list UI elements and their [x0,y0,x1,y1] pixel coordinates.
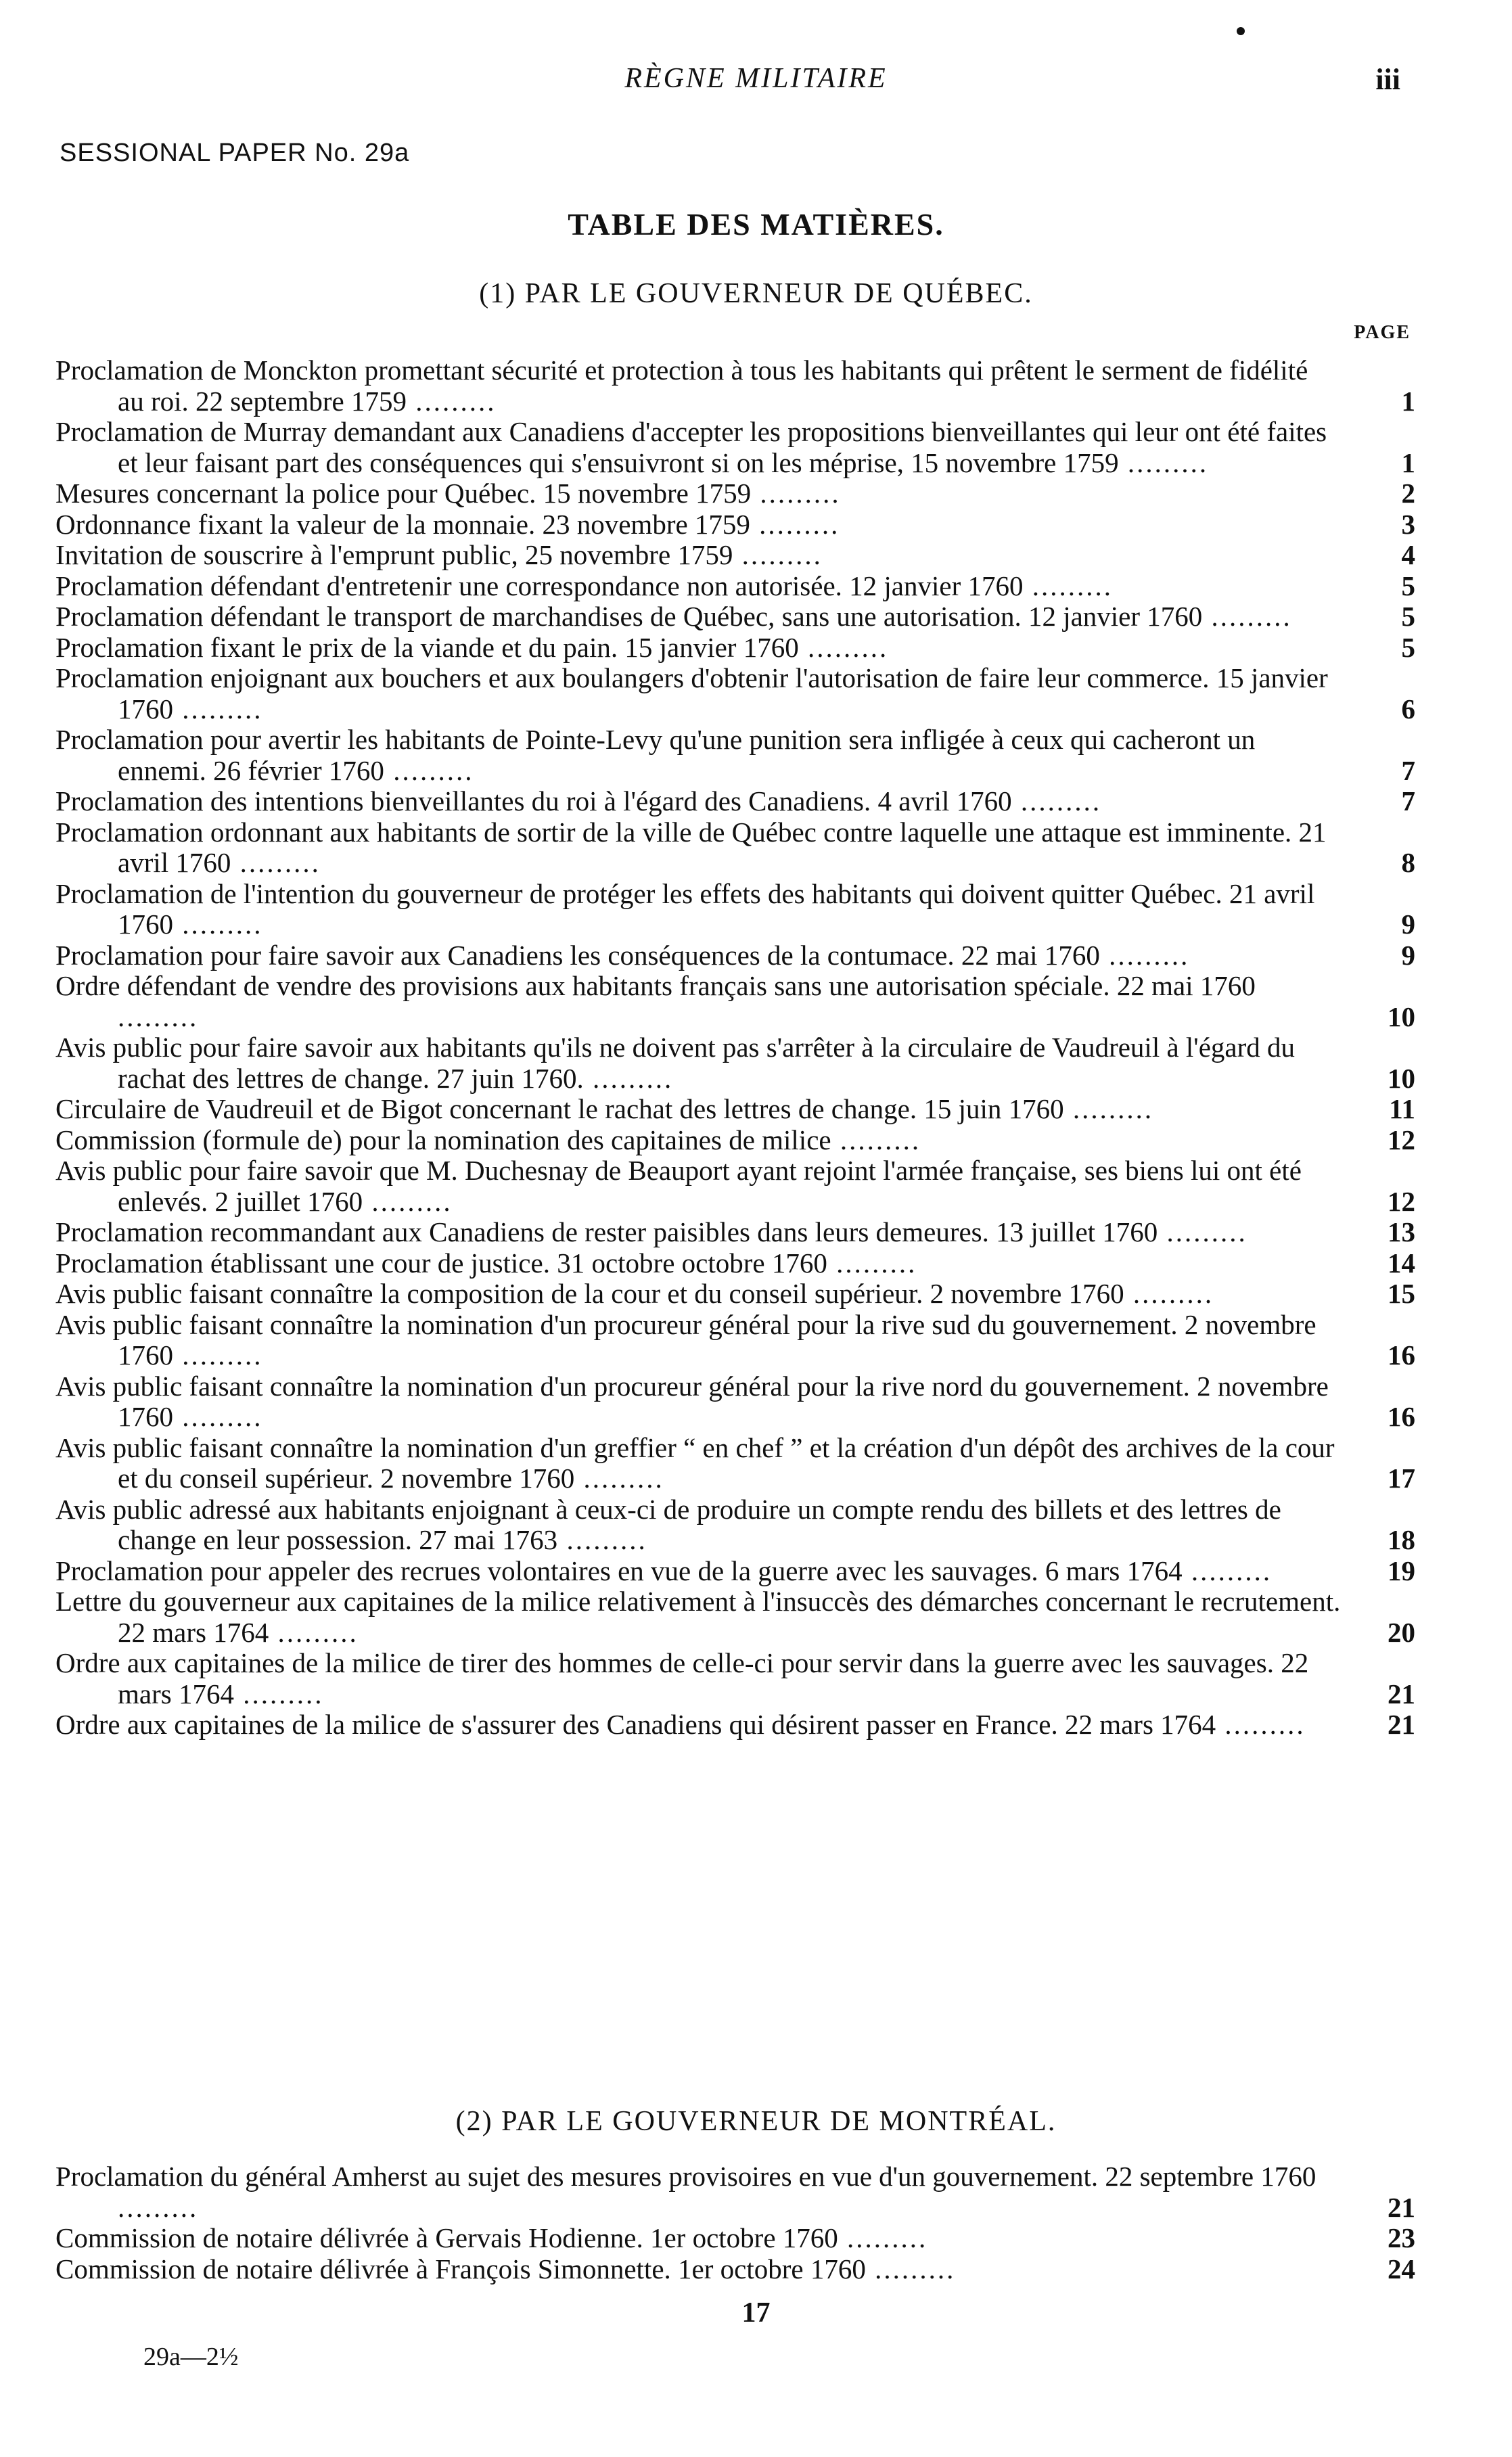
toc-entry-page: 14 [1388,1247,1415,1279]
toc-entry-title: Avis public pour faire savoir que M. Duchesnay de Beauport ayant rejoint l'armée française, ses biens lui ont été enlevés. 2 juillet 1760 [55,1155,1302,1217]
toc-entry-page: 11 [1389,1093,1415,1124]
toc-entry-text [55,2254,1341,2285]
toc-entry [55,725,1415,786]
toc-entry-text [55,725,1341,786]
toc-entry-title: Proclamation enjoignant aux bouchers et aux boulangers d'obtenir l'autorisation de faire leur commerce. 15 janvier 1760 [55,662,1328,725]
dot-leader: ......... [574,1463,664,1494]
toc-entry-title: Proclamation des intentions bienveillantes du roi à l'égard des Canadiens. 4 avril 1760 [55,785,1012,817]
toc-entry [55,1310,1415,1371]
toc-section-montreal [55,2161,1415,2284]
toc-entry-title: Commission de notaire délivrée à Gervais Hodienne. 1er octobre 1760 [55,2222,838,2253]
toc-entry-page: 24 [1388,2253,1415,2284]
toc-entry-title: Proclamation de Monckton promettant sécurité et protection à tous les habitants qui prêtent le serment de fidélité au roi. 22 septembre 1759 [55,354,1308,417]
dot-leader: ......... [750,508,840,540]
toc-entry-title: Proclamation recommandant aux Canadiens de rester paisibles dans leurs demeures. 13 juillet 1760 [55,1216,1158,1247]
dot-leader: ......... [1158,1216,1247,1247]
dot-leader: ......... [173,1339,263,1371]
toc-entry [55,1709,1415,1741]
toc-entry-page: 16 [1388,1401,1415,1432]
toc-entry-page: 20 [1388,1616,1415,1648]
toc-entry-title: Proclamation défendant le transport de marchandises de Québec, sans une autorisation. 12 janvier 1760 [55,601,1203,632]
toc-entry-page: 6 [1401,693,1415,725]
toc-entry [55,940,1415,971]
dot-leader: ......... [173,693,263,725]
toc-entry-text [55,940,1341,971]
toc-entry [55,1556,1415,1587]
toc-entry-text [55,633,1341,664]
toc-section-quebec [55,355,1415,1741]
dot-leader: ......... [1216,1709,1306,1740]
toc-entry-title: Avis public faisant connaître la nomination d'un procureur général pour la rive sud du gouvernement. 2 novembre 1760 [55,1308,1316,1371]
toc-entry [55,417,1415,478]
toc-entry-page: 10 [1388,1001,1415,1032]
toc-entry [55,1494,1415,1556]
dot-leader: ......... [831,1124,921,1155]
toc-entry-title: Ordonnance fixant la valeur de la monnaie. 23 novembre 1759 [55,508,750,540]
print-speck [1237,27,1245,35]
toc-entry-page: 5 [1401,601,1415,632]
toc-entry [55,1433,1415,1494]
toc-entry-title: Avis public faisant connaître la nomination d'un procureur général pour la rive nord du gouvernement. 2 novembre 1760 [55,1370,1329,1432]
toc-entry-page: 21 [1388,1678,1415,1709]
toc-entry-page: 21 [1388,2191,1415,2223]
toc-entry-text [55,1125,1341,1156]
toc-entry-title: Lettre du gouverneur aux capitaines de la milice relativement à l'insuccès des démarches concernant le recrutement. 22 mars 1764 [55,1586,1341,1648]
toc-entry [55,355,1415,417]
toc-entry-text [55,540,1341,571]
toc-entry-title: Proclamation pour avertir les habitants de Pointe-Levy qu'une punition sera infligée à ceux qui cacheront un ennemi. 26 février 1760 [55,724,1256,786]
toc-entry [55,971,1415,1032]
toc-entry-text [55,571,1341,602]
toc-entry-text [55,355,1341,417]
toc-entry-page: 1 [1401,385,1415,417]
toc-entry-page: 18 [1388,1524,1415,1555]
toc-entry-text [55,786,1341,817]
toc-entry-title: Commission (formule de) pour la nomination des capitaines de milice [55,1124,831,1155]
toc-entry [55,633,1415,664]
toc-entry-text [55,1371,1341,1433]
toc-entry-page: 3 [1401,508,1415,540]
footer-page-number: 17 [741,2297,771,2328]
toc-entry-page: 12 [1388,1185,1415,1217]
dot-leader: ......... [557,1524,647,1555]
toc-entry-text [55,2161,1341,2223]
toc-entry-page: 15 [1388,1278,1415,1309]
dot-leader: ......... [406,385,497,417]
toc-entry-page: 19 [1388,1555,1415,1586]
dot-leader: ......... [1124,1278,1214,1309]
toc-entry [55,1586,1415,1648]
toc-entry-text [55,2223,1341,2254]
toc-entry [55,2254,1415,2285]
dot-leader: ......... [363,1185,453,1217]
toc-entry-title: Invitation de souscrire à l'emprunt public, 25 novembre 1759 [55,539,733,570]
dot-leader: ......... [583,1062,674,1094]
toc-entry [55,1217,1415,1248]
dot-leader: ......... [173,1401,263,1432]
toc-entry-text [55,509,1341,541]
toc-entry-text [55,1248,1341,1279]
toc-entry [55,1155,1415,1217]
toc-entry-page: 2 [1401,478,1415,509]
toc-entry-text [55,1217,1341,1248]
toc-entry-title: Proclamation fixant le prix de la viande et du pain. 15 janvier 1760 [55,631,799,663]
dot-leader: ......... [384,754,474,786]
toc-entry-text [55,1556,1341,1587]
toc-entry-text [55,1709,1341,1741]
toc-entry-title: Ordre aux capitaines de la milice de s'assurer des Canadiens qui désirent passer en France. 22 mars 1764 [55,1709,1216,1740]
dot-leader: ......... [798,631,889,663]
toc-entry-text [55,1433,1341,1494]
toc-entry [55,540,1415,571]
dot-leader: ......... [1023,570,1113,601]
toc-entry [55,601,1415,633]
sessional-paper-label: SESSIONAL PAPER No. 29a [60,139,410,167]
toc-entry-page: 10 [1388,1062,1415,1094]
toc-entry-title: Proclamation pour faire savoir aux Canadiens les conséquences de la contumace. 22 mai 1760 [55,939,1100,971]
toc-entry-text [55,1310,1341,1371]
toc-entry-title: Avis public faisant connaître la composition de la cour et du conseil supérieur. 2 novembre 1760 [55,1278,1124,1309]
dot-leader: ......... [118,2191,199,2223]
toc-entry-text [55,1155,1341,1217]
toc-entry-page: 1 [1401,446,1415,478]
toc-entry-page: 9 [1401,909,1415,940]
toc-entry [55,1248,1415,1279]
toc-entry [55,571,1415,602]
toc-entry-title: Avis public adressé aux habitants enjoignant à ceux-ci de produire un compte rendu des billets et des lettres de change en leur possession. 27 mai 1763 [55,1493,1281,1555]
toc-entry [55,1371,1415,1433]
toc-entry-page: 5 [1401,570,1415,601]
toc-entry-title: Proclamation de l'intention du gouverneur de protéger les effets des habitants qui doivent quitter Québec. 21 avril 1760 [55,877,1315,940]
toc-entry-page: 8 [1401,847,1415,878]
dot-leader: ......... [118,1001,199,1032]
toc-entry [55,663,1415,725]
dot-leader: ......... [233,1678,324,1709]
folio-number: iii [1375,63,1400,96]
toc-entry-title: Circulaire de Vaudreuil et de Bigot concernant le rachat des lettres de change. 15 juin 1760 [55,1093,1064,1124]
toc-entry-title: Ordre défendant de vendre des provisions aux habitants français sans une autorisation spéciale. 22 mai 1760 [55,970,1256,1001]
dot-leader: ......... [1118,446,1209,478]
toc-entry-title: Proclamation pour appeler des recrues volontaires en vue de la guerre avec les sauvages. 6 mars 1764 [55,1555,1183,1586]
toc-entry-text [55,879,1341,940]
toc-entry-text [55,1586,1341,1648]
toc-entry-title: Proclamation du général Amherst au sujet des mesures provisoires en vue d'un gouvernement. 22 septembre 1760 [55,2161,1316,2192]
toc-entry-text [55,1648,1341,1709]
toc-entry [55,786,1415,817]
toc-entry-text [55,478,1341,509]
toc-entry [55,1279,1415,1310]
footer-code: 29a—2½ [143,2343,239,2371]
toc-entry-title: Commission de notaire délivrée à François Simonnette. 1er octobre 1760 [55,2253,866,2284]
toc-entry-page: 5 [1401,631,1415,663]
dot-leader: ......... [269,1616,359,1648]
toc-entry-title: Proclamation défendant d'entretenir une correspondance non autorisée. 12 janvier 1760 [55,570,1024,601]
toc-entry-text [55,1494,1341,1556]
toc-entry [55,1032,1415,1094]
toc-entry-text [55,971,1341,1032]
toc-entry-page: 23 [1388,2222,1415,2253]
page-title: TABLE DES MATIÈRES. [568,207,944,242]
toc-entry [55,817,1415,879]
toc-entry-text [55,1279,1341,1310]
toc-entry-page: 16 [1388,1339,1415,1371]
toc-entry-title: Proclamation établissant une cour de justice. 31 octobre octobre 1760 [55,1247,827,1279]
toc-entry-page: 7 [1401,754,1415,786]
toc-entry-page: 13 [1388,1216,1415,1247]
toc-entry-title: Avis public faisant connaître la nomination d'un greffier “ en chef ” et la création d'un dépôt des archives de la cour et du conseil supérieur. 2 novembre 1760 [55,1431,1335,1494]
dot-leader: ......... [173,909,263,940]
toc-entry-title: Avis public pour faire savoir aux habitants qu'ils ne doivent pas s'arrêter à la circulaire de Vaudreuil à l'égard du rachat des lettres de change. 27 juin 1760. [55,1032,1295,1094]
toc-entry [55,2161,1415,2223]
toc-entry-text [55,417,1341,478]
toc-entry-text [55,1032,1341,1094]
toc-entry [55,478,1415,509]
toc-entry [55,1094,1415,1125]
toc-entry-page: 7 [1401,785,1415,817]
dot-leader: ......... [1011,785,1102,817]
dot-leader: ......... [838,2222,928,2253]
toc-entry-page: 12 [1388,1124,1415,1155]
toc-entry-text [55,1094,1341,1125]
toc-entry-text [55,663,1341,725]
toc-entry [55,509,1415,541]
dot-leader: ......... [865,2253,956,2284]
toc-entry-text [55,601,1341,633]
toc-entry-title: Mesures concernant la police pour Québec. 15 novembre 1759 [55,478,752,509]
toc-entry-page: 17 [1388,1463,1415,1494]
toc-entry [55,2223,1415,2254]
toc-entry [55,1125,1415,1156]
dot-leader: ......... [1099,939,1190,971]
page-column-label: PAGE [1354,322,1411,343]
section-heading-quebec: (1) PAR LE GOUVERNEUR DE QUÉBEC. [479,278,1033,309]
toc-entry-title: Ordre aux capitaines de la milice de tirer des hommes de celle-ci pour servir dans la guerre avec les sauvages. 22 mars 1764 [55,1647,1309,1709]
dot-leader: ......... [231,847,321,878]
toc-entry [55,879,1415,940]
running-header: RÈGNE MILITAIRE [624,63,888,94]
toc-entry [55,1648,1415,1709]
toc-entry-page: 9 [1401,939,1415,971]
section-heading-montreal: (2) PAR LE GOUVERNEUR DE MONTRÉAL. [455,2106,1057,2137]
toc-entry-title: Proclamation de Murray demandant aux Canadiens d'accepter les propositions bienveillantes qui leur ont été faites et leur faisant part des conséquences qui s'ensuivront si on les méprise, 15 novembre 1759 [55,416,1327,478]
dot-leader: ......... [1202,601,1292,632]
dot-leader: ......... [751,478,841,509]
dot-leader: ......... [827,1247,917,1279]
toc-entry-page: 21 [1388,1709,1415,1740]
dot-leader: ......... [1063,1093,1154,1124]
toc-entry-page: 4 [1401,539,1415,570]
dot-leader: ......... [733,539,823,570]
toc-entry-title: Proclamation ordonnant aux habitants de sortir de la ville de Québec contre laquelle une attaque est imminente. 21 avril 1760 [55,816,1327,878]
toc-entry-text [55,817,1341,879]
dot-leader: ......... [1182,1555,1273,1586]
